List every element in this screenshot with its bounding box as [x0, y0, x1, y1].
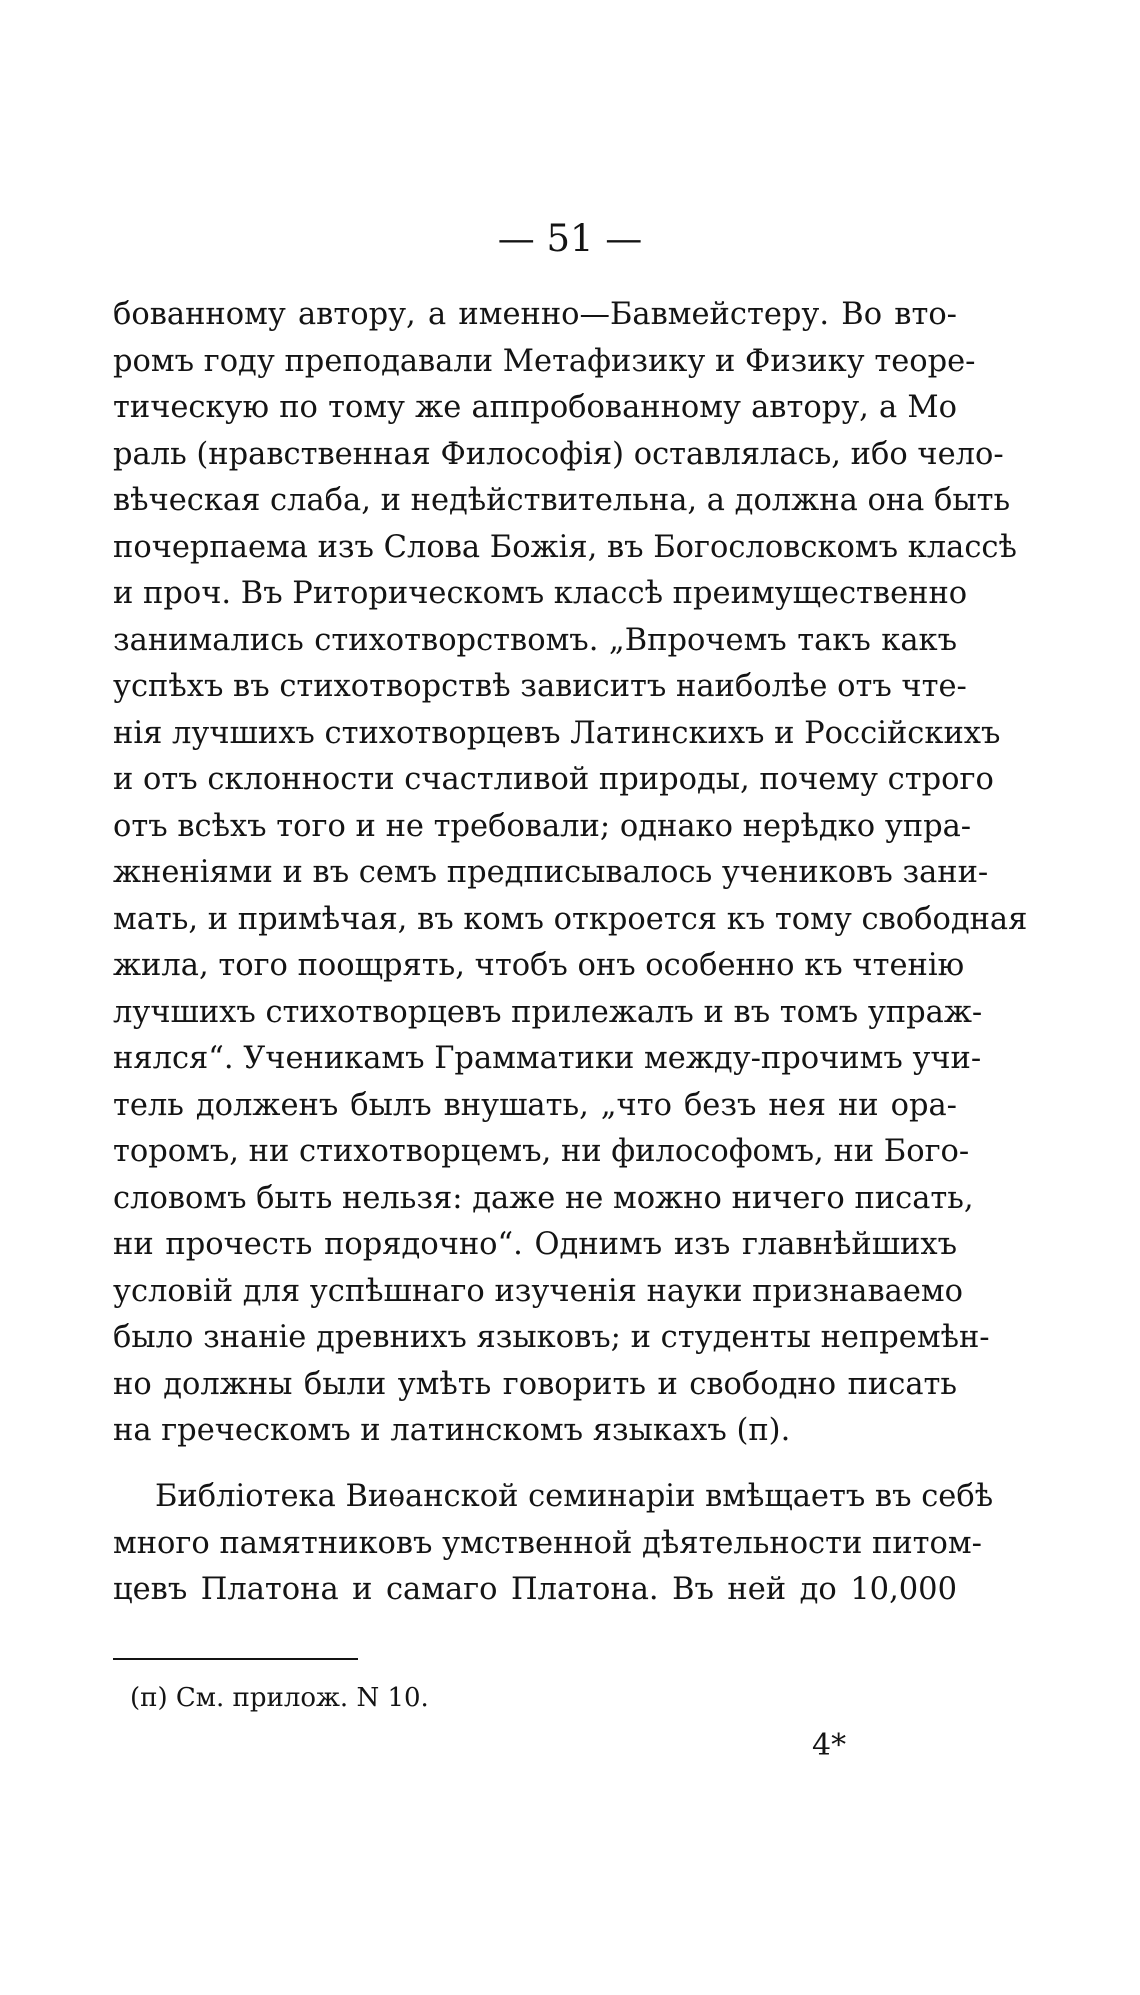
text-line: и проч. Въ Риторическомъ классѣ преимущественно [113, 576, 968, 611]
paragraph-1 [113, 292, 1028, 1455]
footnote-divider [113, 1658, 358, 1660]
text-line: нялся“. Ученикамъ Грамматики между-прочимъ учи- [113, 1041, 982, 1076]
text-line: мать, и примѣчая, въ комъ откроется къ тому свободная [113, 901, 1028, 937]
text-line: вѣческая слаба, и недѣйствительна, а должна она быть [113, 483, 1011, 518]
text-line: на греческомъ и латинскомъ языкахъ (п). [113, 1413, 791, 1448]
text-line: жила, того поощрять, чтобъ онъ особенно къ чтенію [113, 948, 965, 983]
text-line: но должны были умѣть говорить и свободно писать [113, 1366, 957, 1402]
text-line: много памятниковъ умственной дѣятельности питом- [113, 1525, 982, 1561]
text-line: ромъ году преподавали Метафизику и Физику теоре- [113, 343, 976, 379]
text-line: тическую по тому же аппробованному автору, а Мо [113, 390, 957, 425]
text-line: лучшихъ стихотворцевъ прилежалъ и въ томъ упраж- [113, 994, 983, 1030]
text-line: Библіотека Виѳанской семинаріи вмѣщаетъ въ себѣ [155, 1479, 994, 1514]
text-line: словомъ быть нельзя: даже не можно ничего писать, [113, 1180, 974, 1216]
text-line: успѣхъ въ стихотворствѣ зависитъ наиболѣе отъ чте- [113, 669, 967, 704]
text-line: тель долженъ былъ внушать, „что безъ нея ни ора- [113, 1087, 957, 1123]
text-line: жненіями и въ семъ предписывалось учениковъ зани- [113, 855, 989, 890]
text-line: цевъ Платона и самаго Платона. Въ ней до 10,000 [113, 1572, 957, 1607]
text-line: отъ всѣхъ того и не требовали; однако нерѣдко упра- [113, 808, 972, 844]
text-line: было знаніе древнихъ языковъ; и студенты непремѣн- [113, 1320, 990, 1355]
text-line: почерпаема изъ Слова Божія, въ Богословскомъ классѣ [113, 529, 1017, 565]
text-line: ни прочесть порядочно“. Однимъ изъ главнѣйшихъ [113, 1227, 957, 1262]
paragraph-2 [113, 1474, 994, 1614]
text-line: торомъ, ни стихотворцемъ, ни философомъ, ни Бого- [113, 1134, 970, 1169]
text-line: раль (нравственная Философія) оставлялась, ибо чело- [113, 436, 1004, 472]
text-line: занимались стихотворствомъ. „Впрочемъ такъ какъ [113, 622, 957, 658]
footnote: (п) См. прилож. N 10. [130, 1683, 429, 1713]
page-number: — 51 — [497, 217, 643, 260]
text-line: нія лучшихъ стихотворцевъ Латинскихъ и Россійскихъ [113, 715, 1001, 751]
text-line: условій для успѣшнаго изученія науки признаваемо [113, 1273, 963, 1309]
text-line: и отъ склонности счастливой природы, почему строго [113, 762, 994, 797]
text-line: бованному автору, а именно—Бавмейстеру. Во вто- [113, 297, 957, 332]
signature-mark: 4* [812, 1728, 847, 1763]
